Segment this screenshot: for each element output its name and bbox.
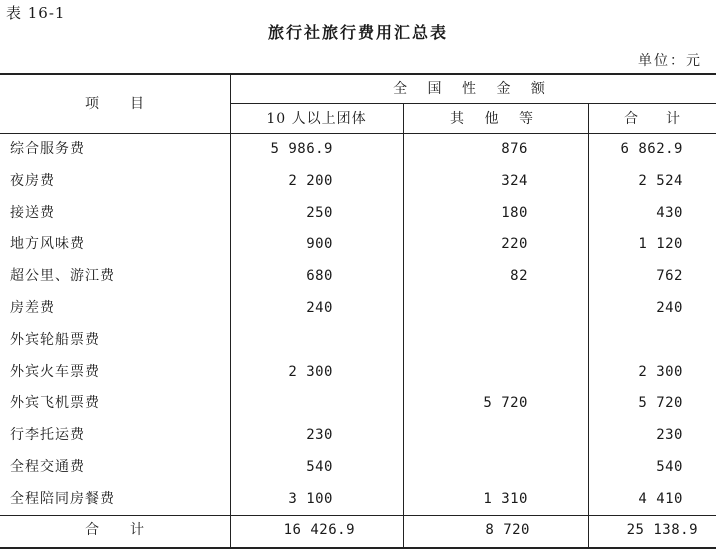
row-col1: 250 (306, 205, 333, 221)
row-col3: 1 120 (638, 236, 683, 252)
header-bottom-rule (0, 133, 716, 134)
row-label: 超公里、游江费 (10, 268, 115, 284)
header-group: 全 国 性 金 额 (393, 81, 553, 97)
header-col1: 10 人以上团体 (266, 111, 367, 127)
row-label: 地方风味费 (10, 236, 85, 252)
total-top-rule (0, 515, 716, 516)
row-label: 外宾火车票费 (10, 364, 100, 380)
row-col2: 220 (501, 236, 528, 252)
row-label: 房差费 (10, 300, 55, 316)
total-col1: 16 426.9 (283, 522, 355, 538)
row-col1: 680 (306, 268, 333, 284)
header-col3: 合 计 (624, 111, 680, 127)
row-label: 外宾轮船票费 (10, 332, 100, 348)
row-label: 全程陪同房餐费 (10, 491, 115, 507)
table-number: 表 16-1 (6, 4, 66, 22)
row-col3: 762 (656, 268, 683, 284)
row-label: 行李托运费 (10, 427, 85, 443)
row-col3: 5 720 (638, 395, 683, 411)
group-header-rule (230, 103, 716, 104)
row-label: 接送费 (10, 205, 55, 221)
row-col3: 2 524 (638, 173, 683, 189)
unit-label: 单位：元 (638, 53, 702, 69)
row-col3: 540 (656, 459, 683, 475)
row-col3: 230 (656, 427, 683, 443)
row-col3: 430 (656, 205, 683, 221)
table-top-rule (0, 73, 716, 75)
row-col2: 82 (510, 268, 528, 284)
row-col3: 2 300 (638, 364, 683, 380)
row-col1: 2 300 (288, 364, 333, 380)
row-col3: 240 (656, 300, 683, 316)
row-label: 综合服务费 (10, 141, 85, 157)
row-col3: 4 410 (638, 491, 683, 507)
row-col1: 2 200 (288, 173, 333, 189)
row-col1: 540 (306, 459, 333, 475)
row-label: 外宾飞机票费 (10, 395, 100, 411)
row-label: 全程交通费 (10, 459, 85, 475)
total-label: 合 计 (85, 522, 145, 538)
table-title: 旅行社旅行费用汇总表 (267, 23, 448, 42)
row-col1: 5 986.9 (270, 141, 333, 157)
row-label: 夜房费 (10, 173, 55, 189)
row-col1: 240 (306, 300, 333, 316)
header-item: 项 目 (85, 96, 145, 112)
row-col2: 324 (501, 173, 528, 189)
row-col1: 3 100 (288, 491, 333, 507)
row-col2: 5 720 (483, 395, 528, 411)
row-col3: 6 862.9 (620, 141, 683, 157)
total-col2: 8 720 (485, 522, 530, 538)
total-col3: 25 138.9 (626, 522, 698, 538)
header-col2: 其 他 等 (450, 111, 541, 127)
row-col1: 230 (306, 427, 333, 443)
row-col2: 180 (501, 205, 528, 221)
row-col1: 900 (306, 236, 333, 252)
row-col2: 1 310 (483, 491, 528, 507)
row-col2: 876 (501, 141, 528, 157)
table-bottom-rule (0, 547, 716, 549)
